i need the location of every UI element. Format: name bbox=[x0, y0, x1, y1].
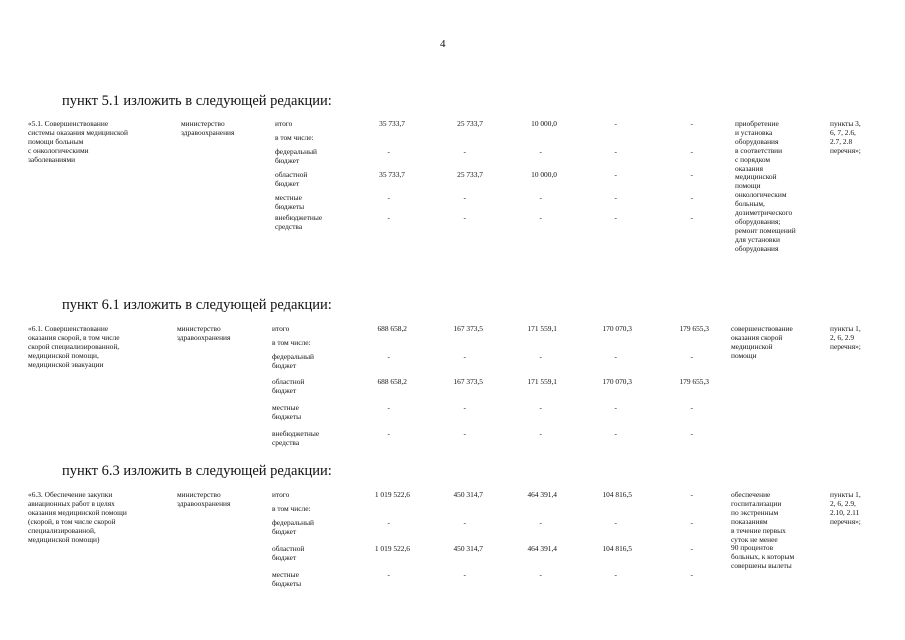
value-cell: - bbox=[387, 213, 390, 222]
value-cell: 170 070,3 bbox=[602, 324, 632, 333]
funding-label: итого bbox=[272, 490, 290, 499]
value-cell: - bbox=[614, 518, 617, 527]
value-cell: - bbox=[539, 429, 542, 438]
expected-result: совершенствование оказания скорой медицинской помощи bbox=[731, 324, 793, 360]
value-cell: - bbox=[387, 518, 390, 527]
value-cell: 464 391,4 bbox=[527, 490, 557, 499]
measure-title: «6.1. Совершенствование оказания скорой, в том числе скорой специализированной, медицинской помощи, медицинской эвакуации bbox=[28, 324, 120, 369]
indicator-items: пункты 1, 2, 6, 2.9, 2.10, 2.11 перечня»; bbox=[830, 490, 861, 526]
value-cell: - bbox=[614, 147, 617, 156]
section-heading: пункт 6.1 изложить в следующей редакции: bbox=[62, 297, 332, 313]
value-cell: 25 733,7 bbox=[457, 119, 483, 128]
expected-result: обеспечение госпитализации по экстренным показаниям в течение первых суток не менее 90 процентов больных, к которым совершены вылеты bbox=[731, 490, 795, 571]
value-cell: 167 373,5 bbox=[453, 324, 483, 333]
value-cell: 171 559,1 bbox=[527, 324, 557, 333]
measure-title: «5.1. Совершенствование системы оказания медицинской помощи больным с онкологическими заболеваниями bbox=[28, 119, 128, 164]
funding-label: областной бюджет bbox=[272, 544, 305, 562]
value-cell: - bbox=[463, 352, 466, 361]
value-cell: - bbox=[614, 352, 617, 361]
value-cell: - bbox=[614, 119, 617, 128]
funding-label: местные бюджеты bbox=[275, 193, 305, 211]
value-cell: 688 658,2 bbox=[377, 324, 407, 333]
value-cell: - bbox=[690, 352, 693, 361]
value-cell: 35 733,7 bbox=[379, 170, 405, 179]
section-heading: пункт 5.1 изложить в следующей редакции: bbox=[62, 93, 332, 109]
value-cell: - bbox=[690, 518, 693, 527]
value-cell: - bbox=[690, 119, 693, 128]
value-cell: - bbox=[690, 544, 693, 553]
page-number: 4 bbox=[440, 38, 446, 50]
value-cell: - bbox=[463, 518, 466, 527]
funding-label: областной бюджет bbox=[272, 377, 305, 395]
value-cell: - bbox=[539, 352, 542, 361]
funding-label: в том числе: bbox=[272, 338, 311, 347]
value-cell: 450 314,7 bbox=[453, 490, 483, 499]
funding-label: федеральный бюджет bbox=[272, 518, 314, 536]
value-cell: 179 655,3 bbox=[679, 377, 709, 386]
value-cell: - bbox=[690, 429, 693, 438]
value-cell: - bbox=[539, 518, 542, 527]
value-cell: 10 000,0 bbox=[531, 170, 557, 179]
value-cell: - bbox=[387, 352, 390, 361]
funding-label: местные бюджеты bbox=[272, 403, 302, 421]
value-cell: - bbox=[614, 170, 617, 179]
value-cell: 1 019 522,6 bbox=[374, 490, 410, 499]
value-cell: - bbox=[387, 570, 390, 579]
value-cell: - bbox=[614, 429, 617, 438]
executor: министерство здравоохранения bbox=[181, 119, 235, 137]
value-cell: - bbox=[463, 429, 466, 438]
funding-label: итого bbox=[275, 119, 293, 128]
value-cell: 688 658,2 bbox=[377, 377, 407, 386]
value-cell: 10 000,0 bbox=[531, 119, 557, 128]
value-cell: - bbox=[690, 147, 693, 156]
value-cell: - bbox=[539, 193, 542, 202]
section-heading: пункт 6.3 изложить в следующей редакции: bbox=[62, 463, 332, 479]
funding-label: местные бюджеты bbox=[272, 570, 302, 588]
value-cell: - bbox=[614, 213, 617, 222]
value-cell: - bbox=[614, 193, 617, 202]
value-cell: - bbox=[539, 570, 542, 579]
value-cell: - bbox=[387, 193, 390, 202]
value-cell: - bbox=[387, 147, 390, 156]
value-cell: - bbox=[463, 147, 466, 156]
indicator-items: пункты 3, 6, 7, 2.6, 2.7, 2.8 перечня»; bbox=[830, 119, 861, 155]
funding-label: в том числе: bbox=[272, 504, 311, 513]
value-cell: - bbox=[539, 213, 542, 222]
funding-label: федеральный бюджет bbox=[275, 147, 317, 165]
executor: министерство здравоохранения bbox=[177, 324, 231, 342]
value-cell: - bbox=[463, 193, 466, 202]
value-cell: - bbox=[690, 213, 693, 222]
value-cell: - bbox=[463, 570, 466, 579]
value-cell: - bbox=[539, 147, 542, 156]
indicator-items: пункты 1, 2, 6, 2.9 перечня»; bbox=[830, 324, 861, 351]
value-cell: - bbox=[614, 403, 617, 412]
value-cell: - bbox=[690, 170, 693, 179]
value-cell: 35 733,7 bbox=[379, 119, 405, 128]
value-cell: 1 019 522,6 bbox=[374, 544, 410, 553]
value-cell: 104 816,5 bbox=[602, 544, 632, 553]
value-cell: 25 733,7 bbox=[457, 170, 483, 179]
value-cell: - bbox=[463, 403, 466, 412]
value-cell: - bbox=[690, 570, 693, 579]
value-cell: 171 559,1 bbox=[527, 377, 557, 386]
value-cell: 170 070,3 bbox=[602, 377, 632, 386]
funding-label: федеральный бюджет bbox=[272, 352, 314, 370]
value-cell: - bbox=[463, 213, 466, 222]
value-cell: - bbox=[690, 403, 693, 412]
value-cell: 179 655,3 bbox=[679, 324, 709, 333]
funding-label: областной бюджет bbox=[275, 170, 308, 188]
measure-title: «6.3. Обеспечение закупки авиационных работ в целях оказания медицинской помощи (скорой, в том числе скорой специализированной, медицинской помощи) bbox=[28, 490, 127, 544]
value-cell: - bbox=[690, 193, 693, 202]
value-cell: 450 314,7 bbox=[453, 544, 483, 553]
value-cell: - bbox=[539, 403, 542, 412]
executor: министерство здравоохранения bbox=[177, 490, 231, 508]
value-cell: - bbox=[614, 570, 617, 579]
funding-label: итого bbox=[272, 324, 290, 333]
value-cell: 167 373,5 bbox=[453, 377, 483, 386]
value-cell: - bbox=[387, 429, 390, 438]
funding-label: внебюджетные средства bbox=[272, 429, 320, 447]
value-cell: 104 816,5 bbox=[602, 490, 632, 499]
funding-label: в том числе: bbox=[275, 133, 314, 142]
value-cell: - bbox=[387, 403, 390, 412]
value-cell: 464 391,4 bbox=[527, 544, 557, 553]
expected-result: приобретение и установка оборудования в соответствии с порядком оказания медицинской помощи онкологическим больным, дозиметрического оборудования; ремонт помещений для установки оборудования bbox=[735, 119, 796, 253]
value-cell: - bbox=[690, 490, 693, 499]
funding-label: внебюджетные средства bbox=[275, 213, 323, 231]
